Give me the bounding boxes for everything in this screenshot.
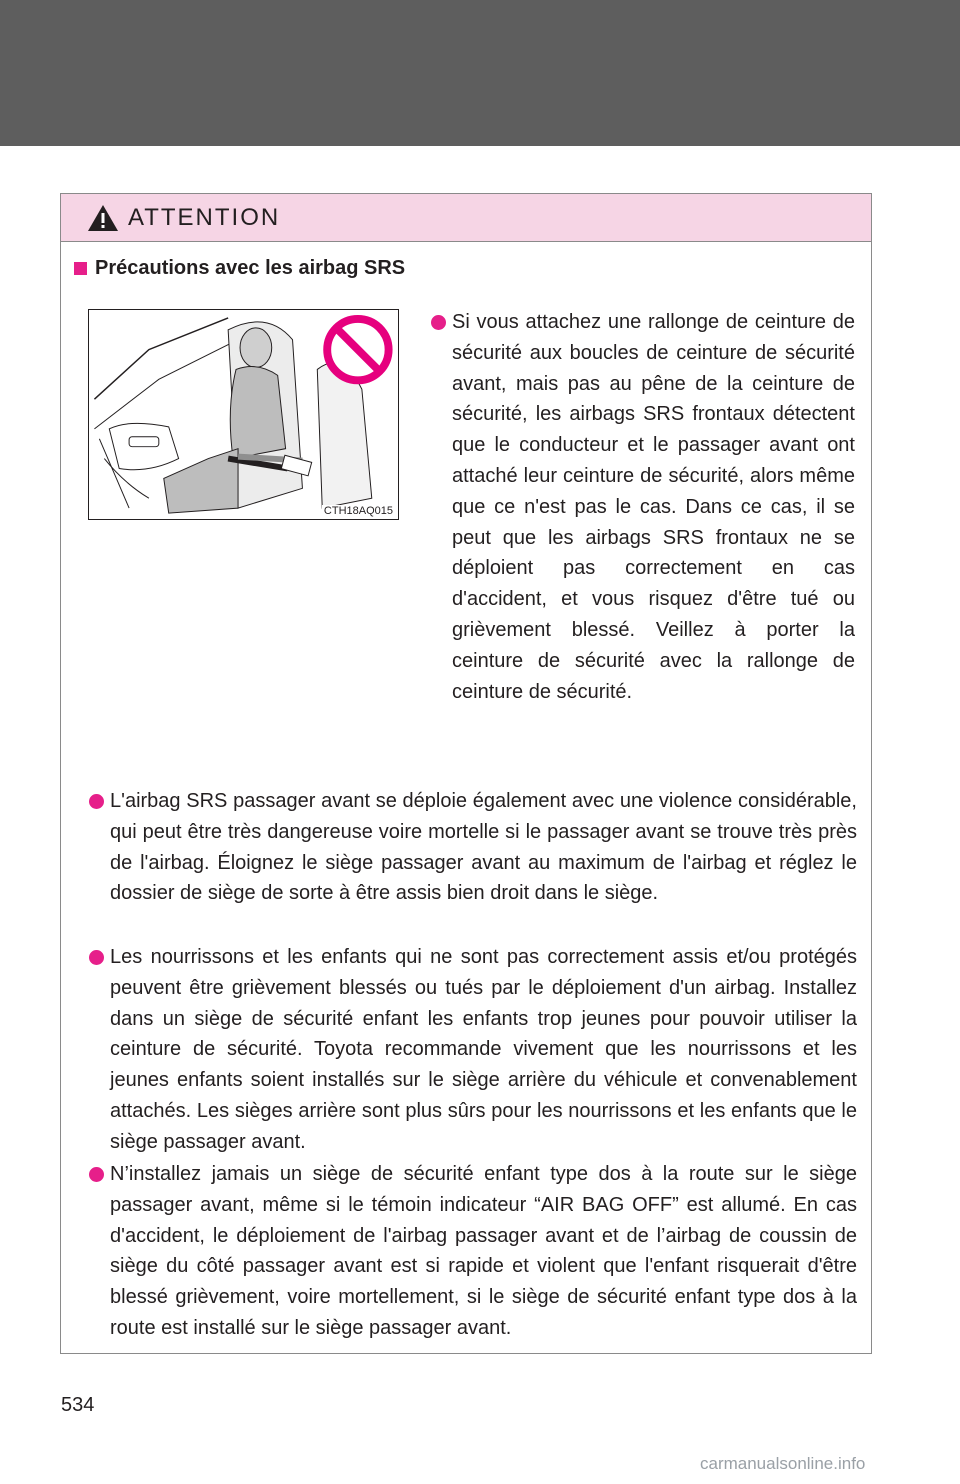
watermark: carmanualsonline.info xyxy=(700,1454,866,1473)
bullet-text: Si vous attachez une rallonge de ceinture de sécurité aux boucles de ceinture de sécurité avant, mais pas au pêne de la ceinture de sécurité, les airbags SRS frontaux détectent que le conducteur et le passager avant ont attaché leur ceinture de sécurité, alors même que ce n'est pas le cas. Dans ce cas, il se peut que les airbags SRS frontaux ne se déploient pas correctement en cas d'accident, et vous risquez d'être tué ou grièvement blessé. Veillez à porter la ceinture de sécurité avec la rallonge de ceinture de sécurité. xyxy=(452,311,855,703)
illustration-code: CTH18AQ015 xyxy=(323,505,393,517)
bullet-dot-icon xyxy=(431,315,446,330)
seated-passenger-illustration xyxy=(89,310,398,519)
seatbelt-illustration xyxy=(88,309,399,520)
bullet-text: L'airbag SRS passager avant se déploie également avec une violence considérable, qui peut être très dangereuse voire mortelle si le passager avant se trouve très près de l'airbag. Éloignez le siège passager avant au maximum de l'airbag et réglez le dossier de siège de sorte à être assis bien droit dans le siège. xyxy=(110,790,857,905)
bullet-item xyxy=(89,942,857,1158)
bullet-dot-icon xyxy=(89,1167,104,1182)
prohibition-icon xyxy=(327,319,388,380)
attention-box xyxy=(60,193,872,1354)
bullet-dot-icon xyxy=(89,794,104,809)
bullet-text: N’installez jamais un siège de sécurité enfant type dos à la route sur le siège passager avant, même si le témoin indicateur “AIR BAG OFF” est allumé. En cas d'accident, le déploiement de l'airbag passager avant et de l’airbag de coussin de siège du côté passager avant est si rapide et violent que l'enfant risquerait d'être blessé grièvement, voire mortellement, si le siège de sécurité enfant type dos à la route est installé sur le siège passager avant. xyxy=(110,1163,857,1339)
section-heading-text: Précautions avec les airbag SRS xyxy=(95,257,406,279)
attention-title: ATTENTION xyxy=(128,203,281,231)
page-number: 534 xyxy=(61,1394,95,1416)
bullet-item xyxy=(431,307,855,707)
section-heading xyxy=(74,257,405,280)
bullet-item xyxy=(89,786,857,909)
bullet-text: Les nourrissons et les enfants qui ne sont pas correctement assis et/ou protégés peuvent être grièvement blessés ou tués par le déploiement d'un airbag. Installez dans un siège de sécurité enfant les enfants trop jeunes pour pouvoir utiliser la ceinture de sécurité. Toyota recommande vivement que les nourrissons et les jeunes enfants soient installés sur le siège arrière du véhicule et convenablement attachés. Les sièges arrière sont plus sûrs pour les nourrissons et les enfants que le siège passager avant. xyxy=(110,946,857,1153)
page-header-band xyxy=(0,0,960,146)
bullet-dot-icon xyxy=(89,950,104,965)
attention-header xyxy=(61,194,871,242)
bullet-item xyxy=(89,1159,857,1344)
square-bullet-icon xyxy=(74,262,87,275)
warning-triangle-icon xyxy=(86,203,120,233)
